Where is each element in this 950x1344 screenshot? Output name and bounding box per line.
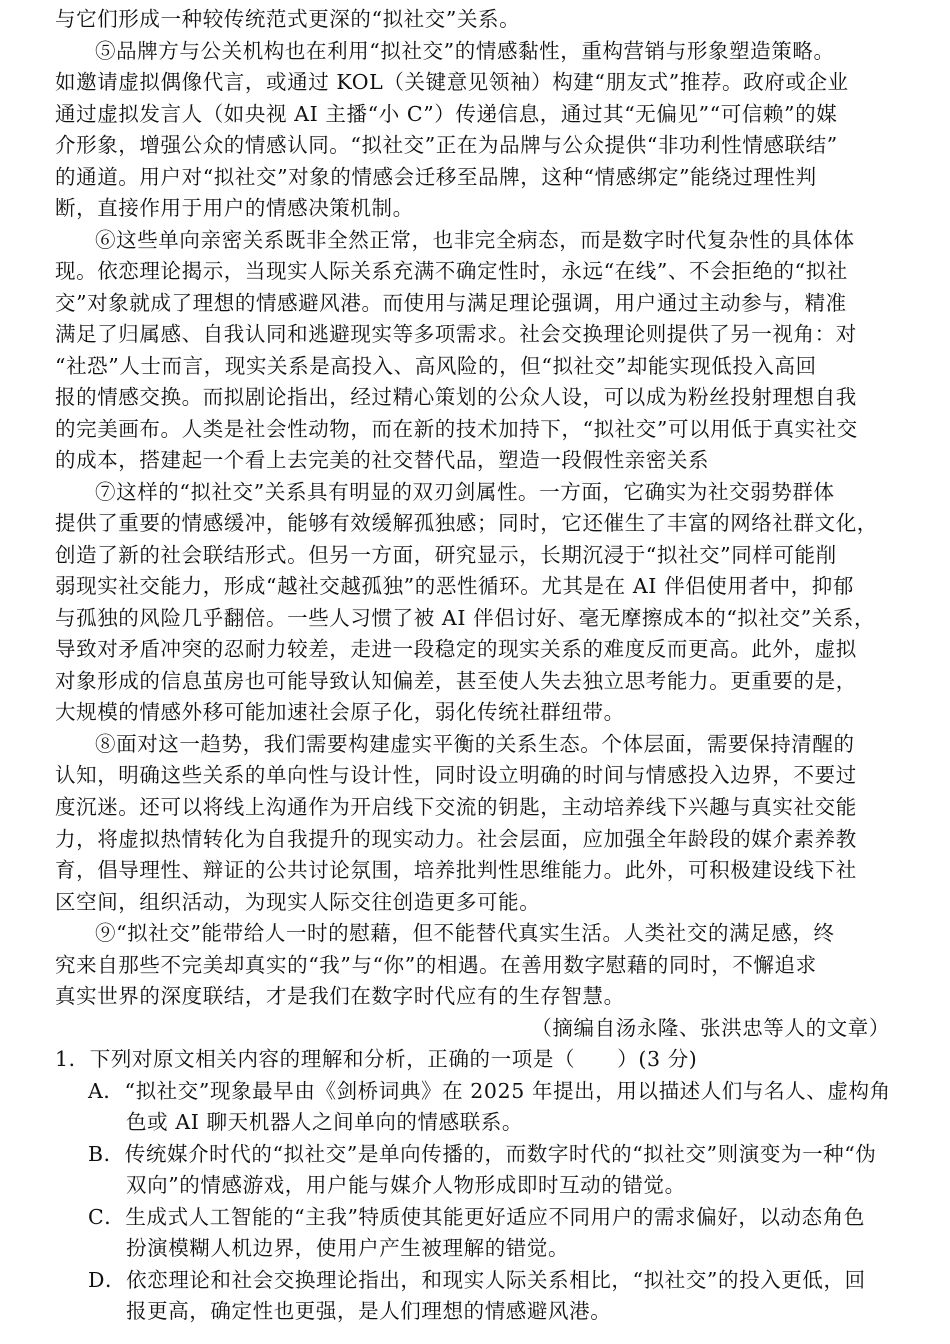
paragraph-7-start: ⑦这样的“拟社交”关系具有明显的双刃剑属性。一方面，它确实为社交弱势群体 [95,480,835,504]
passage-line: 弱现实社交能力，形成“越社交越孤独”的恶性循环。尤其是在 AI 伴侣使用者中，抑郁 [55,574,854,598]
option-B-line-1[interactable]: B．传统媒介时代的“拟社交”是单向传播的，而数字时代的“拟社交”则演变为一种“伪 [88,1142,877,1166]
passage-line: “社恐”人士而言，现实关系是高投入、高风险的，但“拟社交”却能实现低投入高回 [55,354,817,378]
passage-line: 真实世界的深度联结，才是我们在数字时代应有的生存智慧。 [55,984,625,1008]
option-A-line-2[interactable]: 色或 AI 聊天机器人之间单向的情感联系。 [126,1110,524,1134]
option-D-line-2[interactable]: 报更高，确定性也更强，是人们理想的情感避风港。 [126,1299,612,1323]
passage-line: 如邀请虚拟偶像代言，或通过 KOL（关键意见领袖）构建“朋友式”推荐。政府或企业 [55,70,849,94]
passage-line: 力，将虚拟热情转化为自我提升的现实动力。社会层面，应加强全年龄段的媒介素养教 [55,827,857,851]
question-stem: 1．下列对原文相关内容的理解和分析，正确的一项是（ ）(3 分) [55,1047,698,1071]
passage-line: 的完美画布。人类是社会性动物，而在新的技术加持下，“拟社交”可以用低于真实社交 [55,417,858,441]
passage-line: 创造了新的社会联结形式。但另一方面，研究显示，长期沉浸于“拟社交”同样可能削 [55,543,837,567]
option-A-line-1[interactable]: A．“拟社交”现象最早由《剑桥词典》在 2025 年提出，用以描述人们与名人、虚构角 [88,1079,891,1103]
passage-line: 对象形成的信息茧房也可能导致认知偏差，甚至使人失去独立思考能力。更重要的是， [55,669,857,693]
passage-line: 认知，明确这些关系的单向性与设计性，同时设立明确的时间与情感投入边界，不要过 [55,763,857,787]
paragraph-8-start: ⑧面对这一趋势，我们需要构建虚实平衡的关系生态。个体层面，需要保持清醒的 [95,732,855,756]
passage-line: 断，直接作用于用户的情感决策机制。 [55,196,414,220]
passage-line: 与孤独的风险几乎翻倍。一些人习惯了被 AI 伴侣讨好、毫无摩擦成本的“拟社交”关系， [55,606,876,630]
passage-line: 大规模的情感外移可能加速社会原子化，弱化传统社群纽带。 [55,700,625,724]
passage-line: 度沉迷。还可以将线上沟通作为开启线下交流的钥匙，主动培养线下兴趣与真实社交能 [55,795,857,819]
passage-line: 报的情感交换。而拟剧论指出，经过精心策划的公众人设，可以成为粉丝投射理想自我 [55,385,857,409]
passage-line: 究来自那些不完美却真实的“我”与“你”的相遇。在善用数字慰藉的同时，不懈追求 [55,953,817,977]
passage-line: 满足了归属感、自我认同和逃避现实等多项需求。社会交换理论则提供了另一视角：对 [55,322,857,346]
paragraph-9-start: ⑨“拟社交”能带给人一时的慰藉，但不能替代真实生活。人类社交的满足感，终 [95,921,835,945]
passage-line: 的通道。用户对“拟社交”对象的情感会迁移至品牌，这种“情感绑定”能绕过理性判 [55,165,817,189]
option-B-line-2[interactable]: 双向”的情感游戏，用户能与媒介人物形成即时互动的错觉。 [126,1173,686,1197]
passage-line: 现。依恋理论揭示，当现实人际关系充满不确定性时，永远“在线”、不会拒绝的“拟社 [55,259,848,283]
passage-line: 导致对矛盾冲突的忍耐力较差，走进一段稳定的现实关系的难度反而更高。此外，虚拟 [55,637,857,661]
paragraph-6-start: ⑥这些单向亲密关系既非全然正常，也非完全病态，而是数字时代复杂性的具体体 [95,228,855,252]
passage-line: 通过虚拟发言人（如央视 AI 主播“小 C”）传递信息，通过其“无偏见”“可信赖”的媒 [55,102,838,126]
option-C-line-1[interactable]: C．生成式人工智能的“主我”特质使其能更好适应不同用户的需求偏好，以动态角色 [88,1205,865,1229]
source-citation: （摘编自汤永隆、张洪忠等人的文章） [531,1016,890,1040]
paragraph-5-start: ⑤品牌方与公关机构也在利用“拟社交”的情感黏性，重构营销与形象塑造策略。 [95,39,835,63]
passage-line: 的成本，搭建起一个看上去完美的社交替代品，塑造一段假性亲密关系 [55,448,710,472]
passage-line: 交”对象就成了理想的情感避风港。而使用与满足理论强调，用户通过主动参与，精准 [55,291,847,315]
passage-line: 育，倡导理性、辩证的公共讨论氛围，培养批判性思维能力。此外，可积极建设线下社 [55,858,857,882]
passage-line: 介形象，增强公众的情感认同。“拟社交”正在为品牌与公众提供“非功利性情感联结” [55,133,838,157]
option-D-line-1[interactable]: D．依恋理论和社会交换理论指出，和现实人际关系相比，“拟社交”的投入更低，回 [88,1268,866,1292]
option-C-line-2[interactable]: 扮演模糊人机边界，使用户产生被理解的错觉。 [126,1236,570,1260]
passage-line: 与它们形成一种较传统范式更深的“拟社交”关系。 [55,7,521,31]
passage-line: 区空间，组织活动，为现实人际交往创造更多可能。 [55,890,541,914]
passage-line: 提供了重要的情感缓冲，能够有效缓解孤独感；同时，它还催生了丰富的网络社群文化， [55,511,878,535]
